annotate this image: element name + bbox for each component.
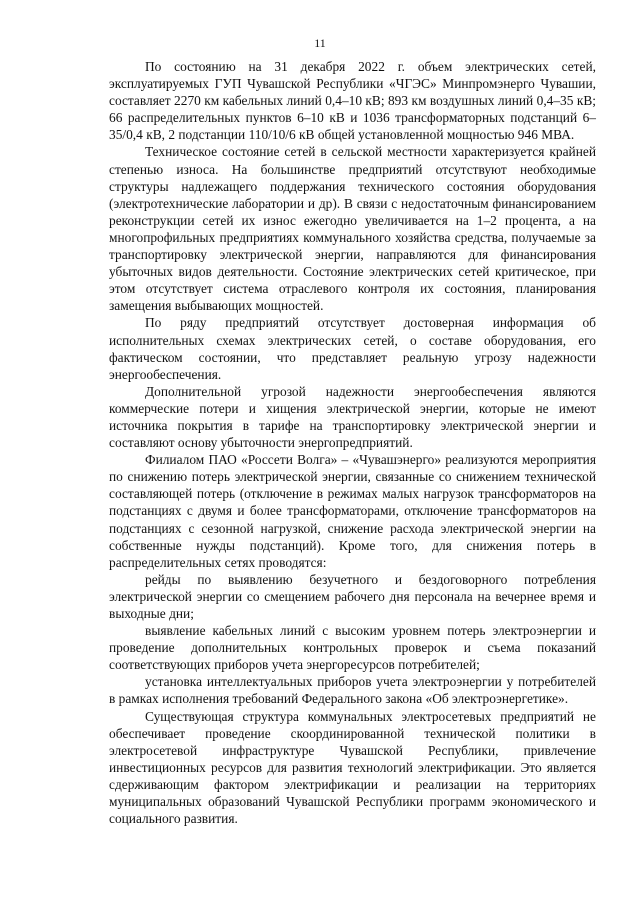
document-body (109, 58, 596, 827)
paragraph-existing-structure: Существующая структура коммунальных электросетевых предприятий не обеспечивает проведение скоординированной технической политики в электросетевой инфраструктуре Чувашской Республики, привлечение инвестиционных ресурсов для развития технологий электрификации. Это является сдерживающим фактором электрификации и реализации на территориях муниципальных образований Чувашской Республики программ экономического и социального развития. (109, 708, 596, 827)
list-item-smart-meters: установка интеллектуальных приборов учета электроэнергии у потребителей в рамках исполнения требований Федерального закона «Об электроэнергетике». (109, 674, 596, 707)
paragraph-commercial-losses: Дополнительной угрозой надежности энергообеспечения являются коммерческие потери и хищения электрической энергии, которые не имеют источника покрытия в тарифе на транспортировку электрической энергии и составляют основу убыточности энергопредприятий. (109, 383, 596, 451)
list-item-cable-lines: выявление кабельных линий с высоким уровнем потерь электроэнергии и проведение дополнительных контрольных проверок и съема показаний соответствующих приборов учета энергоресурсов потребителей; (109, 623, 596, 673)
paragraph-loss-reduction-measures: Филиалом ПАО «Россети Волга» – «Чувашэнерго» реализуются мероприятия по снижению потерь электрической энергии, связанные со снижением технической составляющей потерь (отключение в режимах малых нагрузок трансформаторов на подстанциях с двумя и более трансформаторами, отключение трансформаторов на подстанциях с сезонной нагрузкой, снижение расхода электрической энергии на собственные нужды подстанций). Кроме того, для снижения потерь в распределительных сетях проводятся: (109, 452, 596, 570)
paragraph-network-volume: По состоянию на 31 декабря 2022 г. объем электрических сетей, эксплуатируемых ГУП Чувашской Республики «ЧГЭС» Минпромэнерго Чувашии, составляет 2270 км кабельных линий 0,4–10 кВ; 893 км воздушных линий 0,4–35 кВ; 66 распределительных пунктов 6–10 кВ и 1036 трансформаторных подстанций 6–35/0,4 кВ, 2 подстанции 110/10/6 кВ общей установленной мощностью 946 МВА. (109, 59, 596, 143)
list-item-raids: рейды по выявлению безучетного и бездоговорного потребления электрической энергии со смещением рабочего дня персонала на вечернее время и выходные дни; (109, 571, 596, 621)
paragraph-technical-condition: Техническое состояние сетей в сельской местности характеризуется крайней степенью износа. На большинстве предприятий отсутствуют необходимые структуры надлежащего поддержания технического состояния оборудования (электротехнические лаборатории и др). В связи с недостаточным финансированием реконструкции сетей их износ ежегодно увеличивается на 1–2 процента, а на многопрофильных предприятиях коммунального хозяйства средства, получаемые за транспортировку электрической энергии, направляются для финансирования убыточных видов деятельности. Состояние электрических сетей критическое, при этом отсутствует система отраслевого контроля их состояния, планирования замещения выбывающих мощностей. (109, 144, 596, 314)
paragraph-missing-information: По ряду предприятий отсутствует достоверная информация об исполнительных схемах электрических сетей, о составе оборудования, его фактическом состоянии, что представляет реальную угрозу надежности энергообеспечения. (109, 315, 596, 382)
page-number: 11 (314, 36, 326, 50)
